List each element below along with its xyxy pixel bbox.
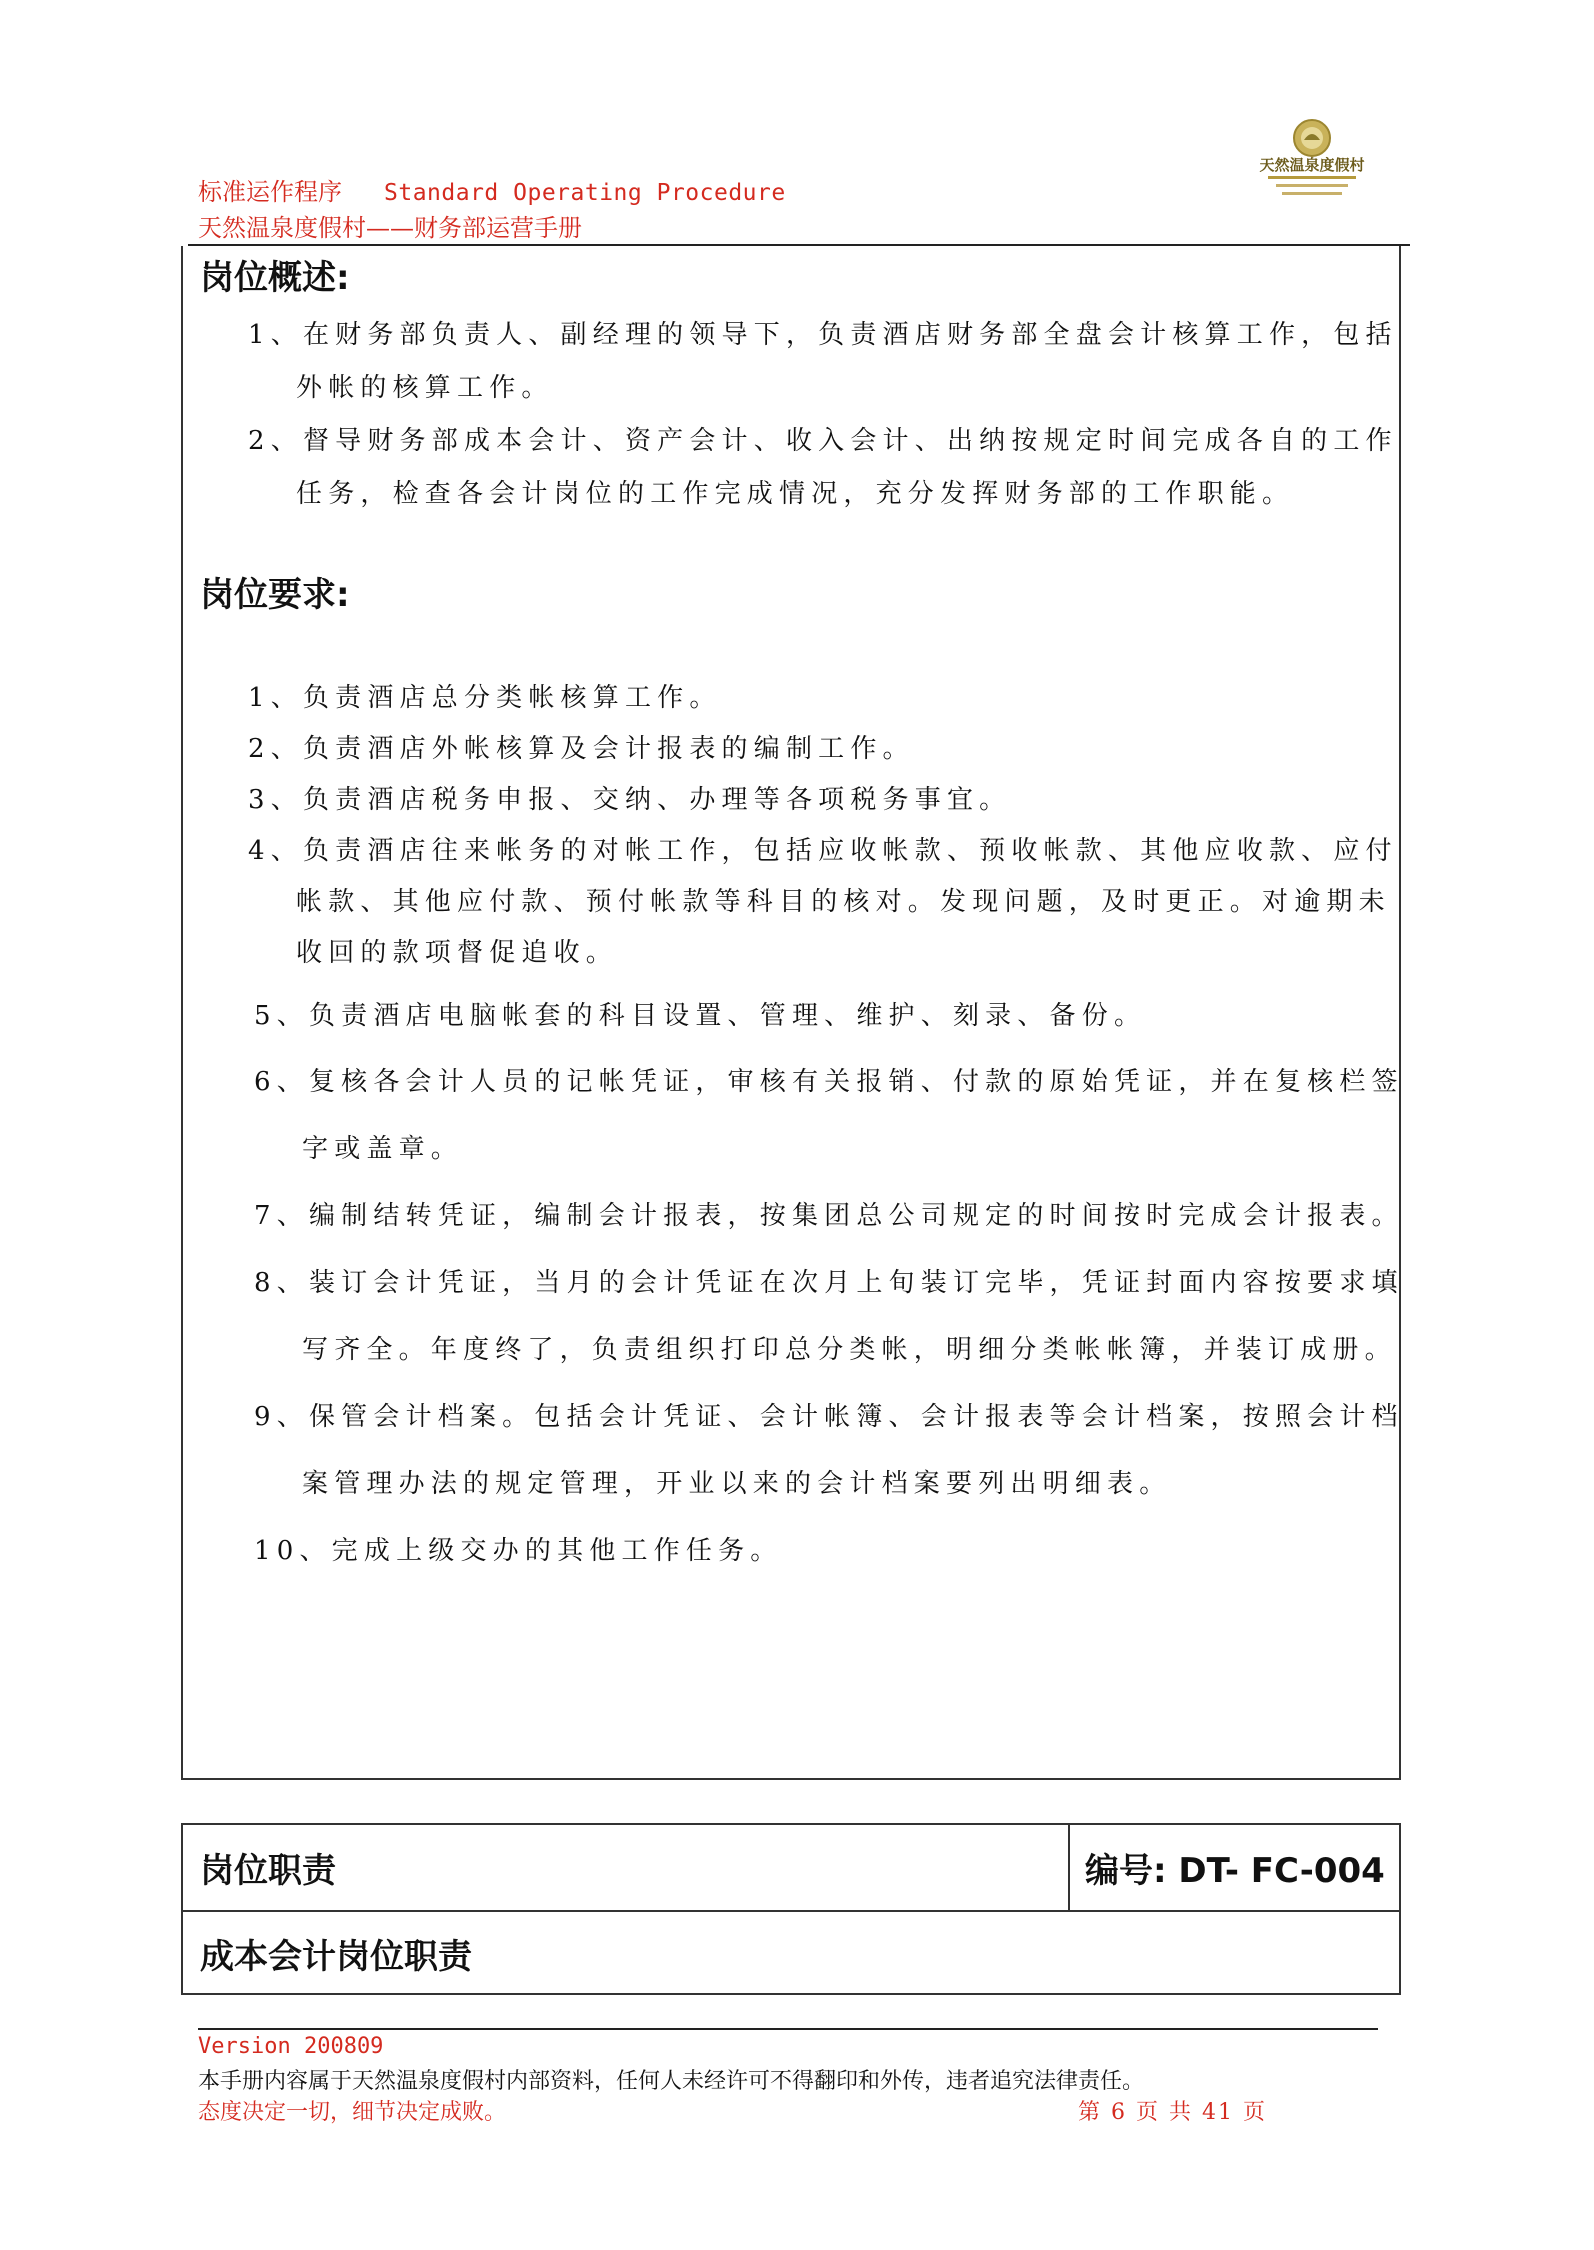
requirement-line: 7、编制结转凭证，编制会计报表，按集团总公司规定的时间按时完成会计报表。 bbox=[254, 1201, 1404, 1231]
next-section-label: 岗位职责 bbox=[200, 1851, 336, 1891]
next-section-title: 成本会计岗位职责 bbox=[200, 1937, 472, 1977]
overview-line: 外帐的核算工作。 bbox=[296, 373, 554, 403]
requirement-line: 案管理办法的规定管理，开业以来的会计档案要列出明细表。 bbox=[302, 1469, 1172, 1499]
requirement-line: 2、负责酒店外帐核算及会计报表的编制工作。 bbox=[248, 734, 915, 764]
header-title-en: Standard Operating Procedure bbox=[384, 180, 786, 206]
footer-motto: 态度决定一切，细节决定成败。 bbox=[198, 2100, 507, 2125]
overview-line: 1、在财务部负责人、副经理的领导下，负责酒店财务部全盘会计核算工作，包括 bbox=[248, 320, 1398, 350]
requirement-line: 5、负责酒店电脑帐套的科目设置、管理、维护、刻录、备份。 bbox=[254, 1001, 1147, 1031]
resort-logo-icon bbox=[1246, 112, 1376, 212]
requirement-line: 帐款、其他应付款、预付帐款等科目的核对。发现问题，及时更正。对逾期未 bbox=[296, 887, 1391, 917]
table-divider-horizontal bbox=[183, 1910, 1399, 1912]
requirement-line: 9、保管会计档案。包括会计凭证、会计帐簿、会计报表等会计档案，按照会计档 bbox=[254, 1402, 1404, 1432]
document-code: 编号: DT- FC-004 bbox=[1085, 1851, 1385, 1891]
requirement-line: 10、完成上级交办的其他工作任务。 bbox=[254, 1536, 783, 1566]
header-title-cn: 标准运作程序 bbox=[198, 178, 342, 206]
overview-title: 岗位概述: bbox=[200, 258, 350, 298]
requirement-line: 1、负责酒店总分类帐核算工作。 bbox=[248, 683, 722, 713]
requirement-line: 3、负责酒店税务申报、交纳、办理等各项税务事宜。 bbox=[248, 785, 1012, 815]
requirement-line: 6、复核各会计人员的记帐凭证，审核有关报销、付款的原始凭证，并在复核栏签 bbox=[254, 1067, 1404, 1097]
requirement-line: 收回的款项督促追收。 bbox=[296, 938, 619, 968]
requirements-title: 岗位要求: bbox=[200, 575, 350, 615]
header-title-line bbox=[198, 172, 786, 207]
requirement-line: 写齐全。年度终了，负责组织打印总分类帐，明细分类帐帐簿，并装订成册。 bbox=[302, 1335, 1397, 1365]
overview-line: 2、督导财务部成本会计、资产会计、收入会计、出纳按规定时间完成各自的工作 bbox=[248, 426, 1398, 456]
footer-notice: 本手册内容属于天然温泉度假村内部资料，任何人未经许可不得翻印和外传，违者追究法律责任。 bbox=[198, 2069, 1145, 2094]
header-subtitle: 天然温泉度假村——财务部运营手册 bbox=[198, 214, 582, 242]
footer-divider bbox=[198, 2028, 1378, 2030]
table-divider-vertical bbox=[1068, 1825, 1070, 1910]
requirement-line: 8、装订会计凭证，当月的会计凭证在次月上旬装订完毕，凭证封面内容按要求填 bbox=[254, 1268, 1404, 1298]
requirement-line: 4、负责酒店往来帐务的对帐工作，包括应收帐款、预收帐款、其他应收款、应付 bbox=[248, 836, 1398, 866]
requirement-line: 字或盖章。 bbox=[302, 1134, 464, 1164]
footer-version: Version 200809 bbox=[198, 2034, 384, 2059]
page-number: 第 6 页 共 41 页 bbox=[1078, 2100, 1267, 2125]
overview-line: 任务，检查各会计岗位的工作完成情况，充分发挥财务部的工作职能。 bbox=[296, 479, 1295, 509]
logo-text: 天然温泉度假村 bbox=[1259, 156, 1365, 174]
